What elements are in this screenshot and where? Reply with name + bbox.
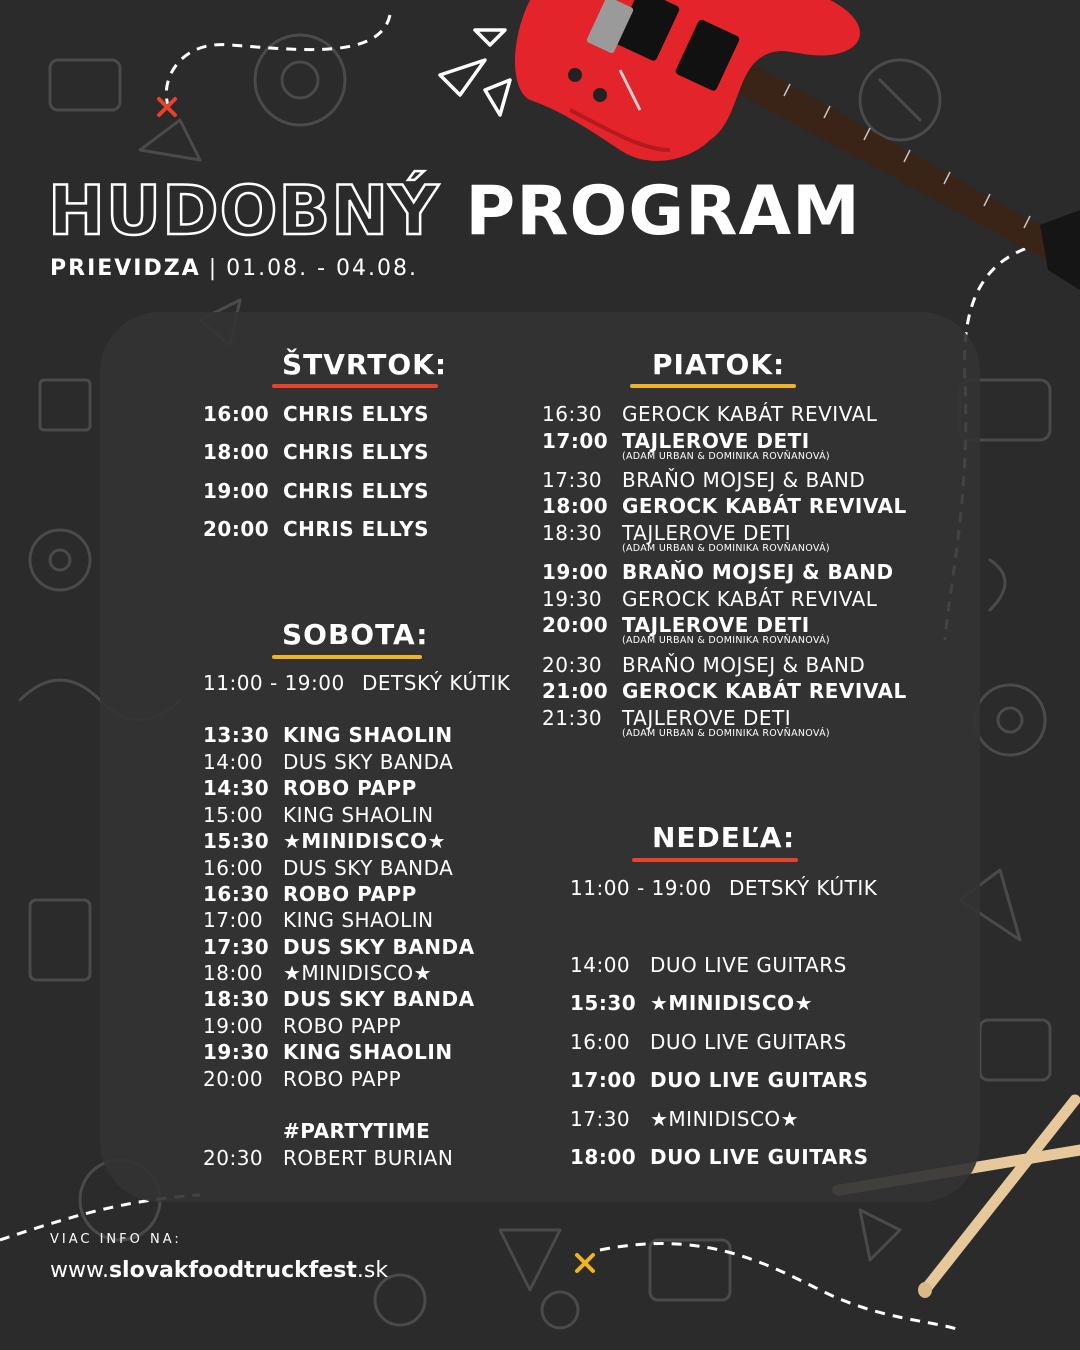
act: GEROCK KABÁT REVIVAL: [622, 679, 907, 703]
more-info-label: VIAC INFO NA:: [50, 1232, 182, 1247]
act: DUO LIVE GUITARS: [650, 1145, 869, 1169]
time: 14:30: [203, 776, 270, 800]
time: 15:30: [203, 829, 270, 853]
friday-row: [542, 494, 907, 518]
title-solid-text: PROGRAM: [465, 172, 861, 251]
act: CHRIS ELLYS: [283, 402, 430, 426]
act: DUS SKY BANDA: [283, 987, 475, 1011]
time: 11:00 - 19:00: [570, 876, 712, 900]
act: KING SHAOLIN: [283, 1040, 453, 1064]
sunday-row: [570, 991, 814, 1015]
sunday-row: [570, 1030, 847, 1054]
time: 17:00: [570, 1068, 637, 1092]
time: 19:00: [203, 479, 270, 503]
saturday-row: [203, 750, 454, 774]
thursday-row: [203, 440, 430, 464]
friday-row: [542, 402, 878, 426]
sunday-row: [570, 1107, 800, 1131]
time: 15:30: [570, 991, 637, 1015]
act: TAJLEROVE DETI: [622, 429, 810, 453]
friday-row: [542, 653, 866, 677]
saturday-row: [203, 908, 434, 932]
act: ★MINIDISCO★: [650, 1107, 800, 1131]
act: BRAŇO MOJSEJ & BAND: [622, 560, 894, 584]
saturday-row: [203, 1067, 402, 1091]
city-name: PRIEVIDZA: [50, 256, 201, 281]
thursday-underline: [272, 384, 438, 388]
time: 21:00: [542, 679, 609, 703]
time: 16:30: [203, 882, 270, 906]
time: 14:00: [570, 953, 631, 977]
x-mark-icon: [156, 96, 178, 118]
thursday-row: [203, 517, 430, 541]
url-suffix: .sk: [356, 1258, 389, 1283]
friday-row: [542, 613, 810, 637]
website-link[interactable]: [50, 1258, 388, 1283]
time: 17:00: [542, 429, 609, 453]
time: 20:00: [542, 613, 609, 637]
time: 20:30: [203, 1146, 264, 1170]
saturday-kids-row: [203, 671, 511, 695]
friday-row: [542, 468, 866, 492]
time: 19:30: [542, 587, 603, 611]
date-range: 01.08. - 04.08.: [226, 256, 419, 281]
saturday-row: [203, 1040, 453, 1064]
act: KING SHAOLIN: [283, 803, 434, 827]
x-mark-icon: [574, 1252, 596, 1274]
act: CHRIS ELLYS: [283, 440, 430, 464]
friday-underline: [630, 384, 796, 388]
subtitle-separator: |: [208, 256, 219, 281]
saturday-row: [203, 987, 475, 1011]
act: KING SHAOLIN: [283, 723, 453, 747]
friday-note: (ADAM URBAN & DOMINIKA ROVŇANOVÁ): [622, 635, 830, 646]
time: 20:30: [542, 653, 603, 677]
act: ★MINIDISCO★: [283, 961, 433, 985]
act: TAJLEROVE DETI: [622, 706, 792, 730]
act: BRAŇO MOJSEJ & BAND: [622, 468, 866, 492]
friday-note: (ADAM URBAN & DOMINIKA ROVŇANOVÁ): [622, 543, 830, 554]
act: DUS SKY BANDA: [283, 856, 454, 880]
act: ROBO PAPP: [283, 1067, 402, 1091]
act: ★MINIDISCO★: [650, 991, 814, 1015]
time: 17:30: [570, 1107, 631, 1131]
saturday-row: [203, 882, 417, 906]
thursday-row: [203, 402, 430, 426]
friday-heading: PIATOK:: [652, 348, 786, 381]
subtitle: [50, 256, 418, 281]
time: 14:00: [203, 750, 264, 774]
saturday-row: [203, 856, 454, 880]
friday-note: (ADAM URBAN & DOMINIKA ROVŇANOVÁ): [622, 451, 830, 462]
act: TAJLEROVE DETI: [622, 613, 810, 637]
sunday-row: [570, 1145, 869, 1169]
sunday-heading: NEDEĽA:: [652, 821, 796, 854]
time: 21:30: [542, 706, 603, 730]
thursday-row: [203, 479, 430, 503]
act: CHRIS ELLYS: [283, 479, 430, 503]
electric-guitar-icon: [500, 0, 1080, 300]
party-label: #PARTYTIME: [283, 1119, 431, 1143]
act: ROBO PAPP: [283, 776, 417, 800]
time: 15:00: [203, 803, 264, 827]
time: 18:00: [542, 494, 609, 518]
time: 18:30: [542, 521, 603, 545]
act: BRAŇO MOJSEJ & BAND: [622, 653, 866, 677]
act: GEROCK KABÁT REVIVAL: [622, 402, 878, 426]
sunday-kids-row: [570, 876, 878, 900]
sunday-row: [570, 953, 847, 977]
time: 16:00: [570, 1030, 631, 1054]
time: 19:00: [203, 1014, 264, 1038]
saturday-row: [203, 803, 434, 827]
friday-row: [542, 706, 792, 730]
act: DUO LIVE GUITARS: [650, 1068, 869, 1092]
time: 16:00: [203, 402, 270, 426]
act: GEROCK KABÁT REVIVAL: [622, 494, 907, 518]
saturday-heading: SOBOTA:: [282, 618, 429, 651]
friday-row: [542, 679, 907, 703]
act: ROBO PAPP: [283, 1014, 402, 1038]
time: 17:30: [542, 468, 603, 492]
time: 13:30: [203, 723, 270, 747]
saturday-row: [203, 1014, 402, 1038]
time: 17:30: [203, 935, 270, 959]
time: 17:00: [203, 908, 264, 932]
saturday-row: [203, 961, 433, 985]
act: DUO LIVE GUITARS: [650, 1030, 847, 1054]
saturday-underline: [272, 655, 422, 659]
page-title: [48, 172, 861, 252]
time: 19:30: [203, 1040, 270, 1064]
friday-row: [542, 587, 878, 611]
saturday-row: [203, 776, 417, 800]
act: ROBERT BURIAN: [283, 1146, 454, 1170]
time: 18:30: [203, 987, 270, 1011]
time: 20:00: [203, 1067, 264, 1091]
time: 20:00: [203, 517, 270, 541]
time: 18:00: [203, 961, 264, 985]
saturday-row: [203, 829, 447, 853]
time: 19:00: [542, 560, 609, 584]
sunday-row: [570, 1068, 869, 1092]
act: DUS SKY BANDA: [283, 935, 475, 959]
friday-note: (ADAM URBAN & DOMINIKA ROVŇANOVÁ): [622, 728, 830, 739]
act: DETSKÝ KÚTIK: [729, 876, 878, 900]
time: 16:30: [542, 402, 603, 426]
act: GEROCK KABÁT REVIVAL: [622, 587, 878, 611]
saturday-row: [203, 935, 475, 959]
act: ★MINIDISCO★: [283, 829, 447, 853]
act: DUO LIVE GUITARS: [650, 953, 847, 977]
act: DETSKÝ KÚTIK: [362, 671, 511, 695]
friday-row: [542, 521, 792, 545]
title-outline-text: HUDOBNÝ: [48, 172, 440, 251]
act: ROBO PAPP: [283, 882, 417, 906]
act: DUS SKY BANDA: [283, 750, 454, 774]
url-domain: slovakfoodtruckfest: [108, 1258, 357, 1283]
act: KING SHAOLIN: [283, 908, 434, 932]
act: TAJLEROVE DETI: [622, 521, 792, 545]
friday-row: [542, 560, 894, 584]
time: 18:00: [203, 440, 270, 464]
thursday-heading: ŠTVRTOK:: [282, 348, 448, 381]
friday-row: [542, 429, 810, 453]
saturday-party-row: [203, 1146, 454, 1170]
time: 16:00: [203, 856, 264, 880]
sunday-underline: [632, 858, 798, 862]
act: CHRIS ELLYS: [283, 517, 430, 541]
time: 18:00: [570, 1145, 637, 1169]
time: 11:00 - 19:00: [203, 671, 345, 695]
url-prefix: www.: [50, 1258, 109, 1283]
saturday-row: [203, 723, 453, 747]
